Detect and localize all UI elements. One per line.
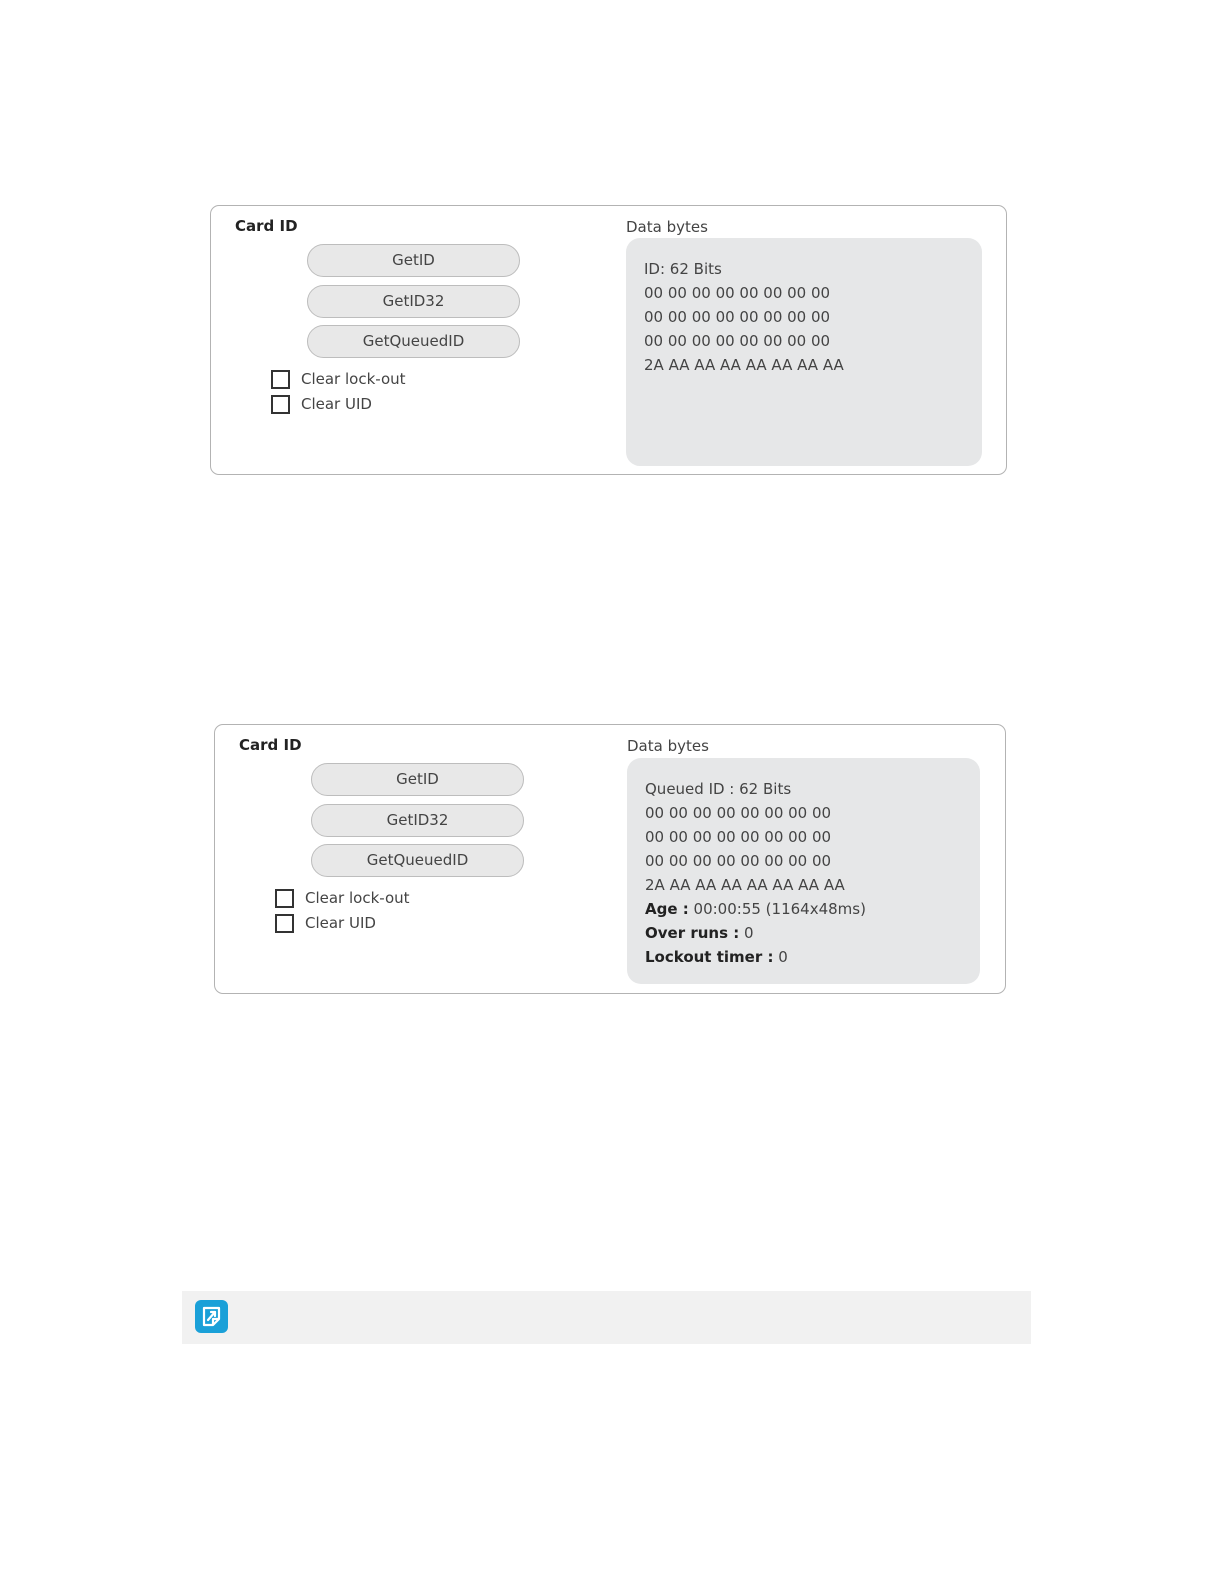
- get-id-button[interactable]: GetID: [307, 244, 520, 277]
- panel-title: Card ID: [235, 217, 298, 235]
- data-line: 00 00 00 00 00 00 00 00: [644, 332, 831, 350]
- checkbox-label: Clear UID: [301, 395, 372, 413]
- checkbox-label: Clear lock-out: [305, 889, 410, 907]
- note-icon-glyph: [195, 1300, 228, 1333]
- data-line: 00 00 00 00 00 00 00 00: [645, 852, 832, 870]
- data-line: 00 00 00 00 00 00 00 00: [645, 828, 832, 846]
- get-id32-button[interactable]: GetID32: [311, 804, 524, 837]
- panel-title: Card ID: [239, 736, 302, 754]
- note-icon[interactable]: [195, 1300, 228, 1333]
- card-id-panel: [214, 724, 1006, 994]
- checkbox-label: Clear UID: [305, 914, 376, 932]
- clear-lockout-checkbox[interactable]: [275, 887, 410, 909]
- data-line: Queued ID : 62 Bits: [645, 780, 792, 798]
- data-line: ID: 62 Bits: [644, 260, 722, 278]
- get-queued-id-button[interactable]: GetQueuedID: [311, 844, 524, 877]
- clear-lockout-checkbox[interactable]: [271, 368, 406, 390]
- lockout-timer-stat: [645, 945, 980, 969]
- clear-uid-checkbox[interactable]: [275, 912, 376, 934]
- data-line: 2A AA AA AA AA AA AA AA: [645, 876, 845, 894]
- checkbox-box[interactable]: [275, 914, 294, 933]
- get-id32-button[interactable]: GetID32: [307, 285, 520, 318]
- card-id-panel: [210, 205, 1007, 475]
- data-line: 00 00 00 00 00 00 00 00: [644, 284, 831, 302]
- stat-label: Over runs :: [645, 924, 740, 942]
- checkbox-label: Clear lock-out: [301, 370, 406, 388]
- age-stat: [645, 897, 980, 921]
- data-bytes-label: Data bytes: [627, 737, 709, 755]
- over-runs-stat: [645, 921, 980, 945]
- stat-value: 00:00:55 (1164x48ms): [693, 900, 866, 918]
- checkbox-box[interactable]: [271, 370, 290, 389]
- checkbox-box[interactable]: [275, 889, 294, 908]
- clear-uid-checkbox[interactable]: [271, 393, 372, 415]
- data-line: 2A AA AA AA AA AA AA AA: [644, 356, 844, 374]
- stat-label: Lockout timer :: [645, 948, 774, 966]
- data-bytes-box: [627, 758, 980, 984]
- data-bytes-box: [626, 238, 982, 466]
- get-queued-id-button[interactable]: GetQueuedID: [307, 325, 520, 358]
- stat-value: 0: [744, 924, 754, 942]
- note-bar: [182, 1291, 1031, 1344]
- stat-label: Age :: [645, 900, 689, 918]
- checkbox-box[interactable]: [271, 395, 290, 414]
- data-bytes-label: Data bytes: [626, 218, 708, 236]
- data-line: 00 00 00 00 00 00 00 00: [645, 804, 832, 822]
- get-id-button[interactable]: GetID: [311, 763, 524, 796]
- data-line: 00 00 00 00 00 00 00 00: [644, 308, 831, 326]
- stat-value: 0: [778, 948, 788, 966]
